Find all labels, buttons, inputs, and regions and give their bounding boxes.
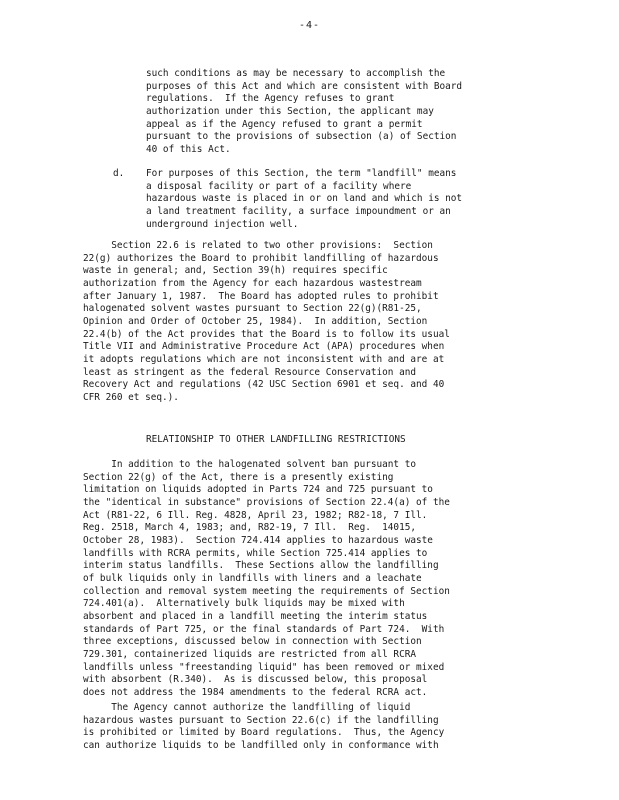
definition-label: d. (113, 168, 125, 179)
section-heading: RELATIONSHIP TO OTHER LANDFILLING RESTRICTIONS (146, 434, 406, 445)
page-number: -4- (298, 20, 321, 31)
continuation-text: such conditions as may be necessary to accomplish the purposes of this Act and which are consistent with Board regulations. If the Agency refuses to grant authorization under this Section, the applicant may appeal as if the Agency refused to grant a permit pursuant to the provisions of subsection (a) of Section 40 of this Act. (146, 68, 463, 155)
definition-text: For purposes of this Section, the term "landfill" means a disposal facility or part of a facility where hazardous waste is placed in or on land and which is not a land treatment facility, a surface impoundment or an underground injection well. (146, 168, 463, 230)
paragraph-1: Section 22.6 is related to two other provisions: Section 22(g) authorizes the Board to prohibit landfilling of hazardous waste in general; and, Section 39(h) requires specific authorization from the Agency for each hazardous wastestream after January 1, 1987. The Board has adopted rules to prohibit halogenated solvent wastes pursuant to Section 22(g)(R81-25, Opinion and Order of October 25, 1984). In addition, Section 22.4(b) of the Act provides that the Board is to follow its usual Title VII and Administrative Procedure Act (APA) procedures when it adopts regulations which are not inconsistent with and are at least as stringent as the federal Resource Conservation and Recovery Act and regulations (42 USC Section 6901 et seq. and 40 CFR 260 et seq.). (83, 240, 450, 403)
paragraph-2: In addition to the halogenated solvent ban pursuant to Section 22(g) of the Act, there is a presently existing limitation on liquids adopted in Parts 724 and 725 pursuant to the "identical in substance" provisions of Section 22.4(a) of the Act (R81-22, 6 Ill. Reg. 4828, April 23, 1982; R82-18, 7 Ill. Reg. 2518, March 4, 1983; and, R82-19, 7 Ill. Reg. 14015, October 28, 1983). Section 724.414 applies to hazardous waste landfills with RCRA permits, while Section 725.414 applies to interim status landfills. These Sections allow the landfilling of bulk liquids only in landfills with liners and a leachate collection and removal system meeting the requirements of Section 724.401(a). Alternatively bulk liquids may be mixed with absorbent and placed in a landfill meeting the interim status standards of Part 725, or the final standards of Part 724. With three exceptions, discussed below in connection with Section 729.301, containerized liquids are restricted from all RCRA landfills unless "freestanding liquid" has been removed or mixed with absorbent (R.340). As is discussed below, this proposal does not address the 1984 amendments to the federal RCRA act. (83, 459, 450, 698)
paragraph-3: The Agency cannot authorize the landfilling of liquid hazardous wastes pursuant to Section 22.6(c) if the landfilling is prohibited or limited by Board regulations. Thus, the Agency can authorize liquids to be landfilled only in conformance with (83, 702, 445, 751)
